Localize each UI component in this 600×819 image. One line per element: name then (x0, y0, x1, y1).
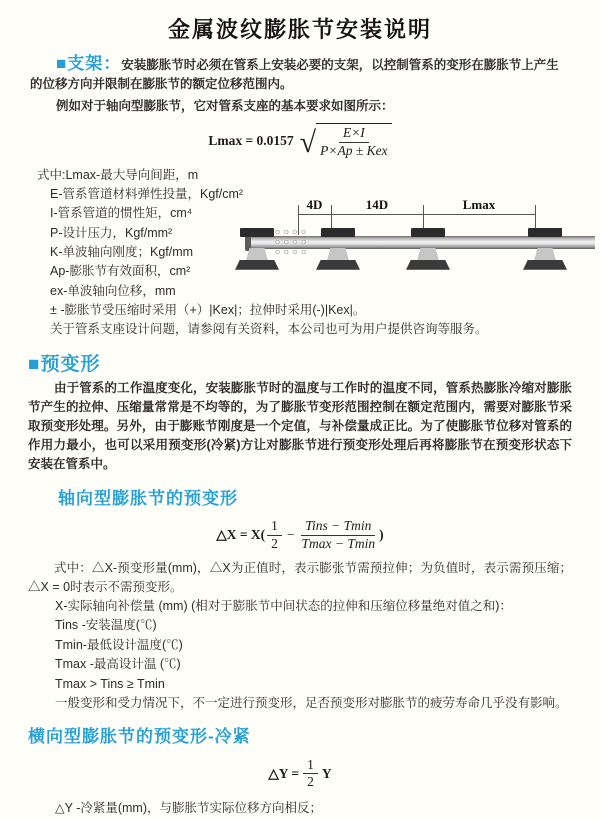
radical-body (316, 123, 392, 160)
preform-section-heading: 预变形 (40, 353, 101, 375)
fraction-denominator: 2 (271, 535, 278, 551)
dimension-label-4d: 4D (298, 198, 331, 211)
definition-line: Ap-膨胀节有效面积，cm² (50, 264, 191, 279)
dimension-label-14d: 14D (331, 198, 423, 211)
preform-section-marker-icon: ■ (28, 353, 41, 375)
support-intro-paragraph (30, 54, 570, 94)
support-intro-text: 安装膨胀节时必须在管系上安装必要的支架，以控制管系的变形在膨胀节上产生的位移方向并限制在膨胀节的额定位移范围内。 (30, 58, 559, 91)
lateral-note-line: △Y -冷紧量(mm)，与膨胀节实际位移方向相反； (55, 801, 323, 816)
definition-line: E-管系管道材料弹性投量，Kgf/cm² (50, 187, 244, 202)
definitions-and-diagram-zone (37, 166, 600, 340)
definition-line: ex-单波轴向位移，mm (50, 283, 176, 298)
page-title: 金属波纹膨胀节安装说明 (167, 17, 432, 42)
one-half-fraction (303, 757, 318, 792)
fraction-denominator: Tmax − Tmin (301, 535, 376, 551)
definition-line: I-管系管道的惯性矩，cm⁴ (50, 206, 193, 221)
lmax-formula (0, 123, 600, 160)
support-pedestal (417, 248, 439, 261)
support-clamp (528, 228, 562, 237)
dimension-label-lmax: Lmax (423, 198, 535, 211)
definition-line: P-设计压力，Kgf/mm² (50, 225, 173, 240)
axial-formula-suffix: ) (379, 527, 384, 543)
sqrt-radical (300, 123, 392, 160)
axial-formula-prefix: △X = X( (216, 527, 266, 543)
minus-operator: − (286, 527, 295, 543)
support-pedestal (534, 248, 556, 261)
support-clamp (411, 228, 445, 237)
lateral-formula-suffix: Y (321, 765, 332, 781)
support-base (406, 260, 450, 270)
lateral-preform-formula (0, 757, 600, 792)
pipe-guide-support (316, 228, 360, 272)
pipe-support-diagram (245, 198, 595, 293)
temperature-fraction (298, 518, 380, 553)
support-clamp (240, 228, 274, 237)
pipe-guide-support (406, 228, 450, 272)
lmax-fraction (316, 125, 392, 160)
support-pedestal (327, 248, 349, 261)
definition-line: 关于管系支座设计问题，请参阅有关资料，本公司也可为用户提供咨询等服务。 (50, 322, 488, 337)
preform-body-paragraph: 由于管系的工作温度变化，安装膨胀节时的温度与工作时的温度不同，管系热膨胀冷缩对膨胀节产生的拉伸、压缩量常常是不均等的，为了膨胀节变形范围控制在额定范围内，需要对膨胀节采取预变形处理。另外，由于膨账节刚度是一个定值，与补偿量成正比。为了使膨胀节位移对管系的作用力最小，也可以采用预变形(冷紧)方让对膨胀节进行预变形处理后再将膨胀节在预变形状态下安装在管系中。 (28, 380, 572, 471)
support-base (235, 260, 279, 270)
support-pedestal (246, 248, 268, 261)
lateral-formula-prefix: △Y = (268, 765, 300, 781)
one-half-fraction (267, 518, 282, 553)
support-section-heading: 支架： (67, 54, 122, 73)
support-section-marker-icon: ■ (56, 54, 68, 73)
axial-note-line: Tins -安装温度(℃) (55, 618, 157, 632)
support-example-line: 例如对于轴向型膨胀节，它对管系支座的基本要求如图所示： (56, 99, 394, 113)
axial-note-line: Tmin-最低设计温度(℃) (55, 637, 183, 652)
fraction-numerator: 1 (303, 757, 318, 775)
preform-section-heading-row (28, 349, 600, 376)
axial-note-line: Tmax > Tins ≥ Tmin (55, 676, 165, 691)
definition-line: ± -膨胀节受压缩时采用（+）|Kex|；拉伸时采用(-)|Kex|。 (50, 302, 366, 317)
axial-note-line: 一般变形和受力情况下，不一定进行预变形，足否预变形对膨胀节的疲劳寿命几乎没有影响。 (55, 696, 568, 710)
support-base (523, 260, 567, 270)
lmax-fraction-denominator: P×Ap ± Kex (320, 142, 388, 158)
axial-preform-formula (0, 518, 600, 553)
radical-sign: √ (299, 126, 317, 160)
axial-subsection-heading: 轴向型膨胀节的预变形 (58, 488, 238, 508)
axial-note-line: Tmax -最高设计温 (℃) (55, 657, 181, 671)
axial-note-line: X-实际轴向补偿量 (mm) (相对于膨胀节中间状态的拉伸和压缩位移量绝对值之和)： (55, 598, 512, 613)
support-clamp (321, 228, 355, 237)
fraction-numerator: Tins − Tmin (301, 518, 375, 536)
definition-line: 式中:Lmax-最大导向间距，m (37, 167, 199, 182)
support-base (316, 260, 360, 270)
lmax-formula-lhs: Lmax = 0.0157 (208, 133, 294, 149)
dimension-line (298, 214, 535, 215)
pipe-guide-support (523, 228, 567, 272)
fraction-numerator: 1 (267, 518, 282, 536)
bellows-expansion-joint (273, 227, 308, 257)
axial-formula-explanation: 式中：△X-预变形量(mm)，△X为正值时，表示膨张节需预拉伸；为负值时，表示需预压缩；△X = 0时表示不需预变形。 (28, 560, 572, 594)
definition-line: K-单波轴向刚度；Kgf/mm (50, 244, 194, 259)
fraction-denominator: 2 (307, 774, 314, 790)
lmax-fraction-numerator: E×I (339, 125, 369, 143)
lateral-subsection-heading: 横向型膨胀节的预变形-冷紧 (28, 726, 251, 746)
